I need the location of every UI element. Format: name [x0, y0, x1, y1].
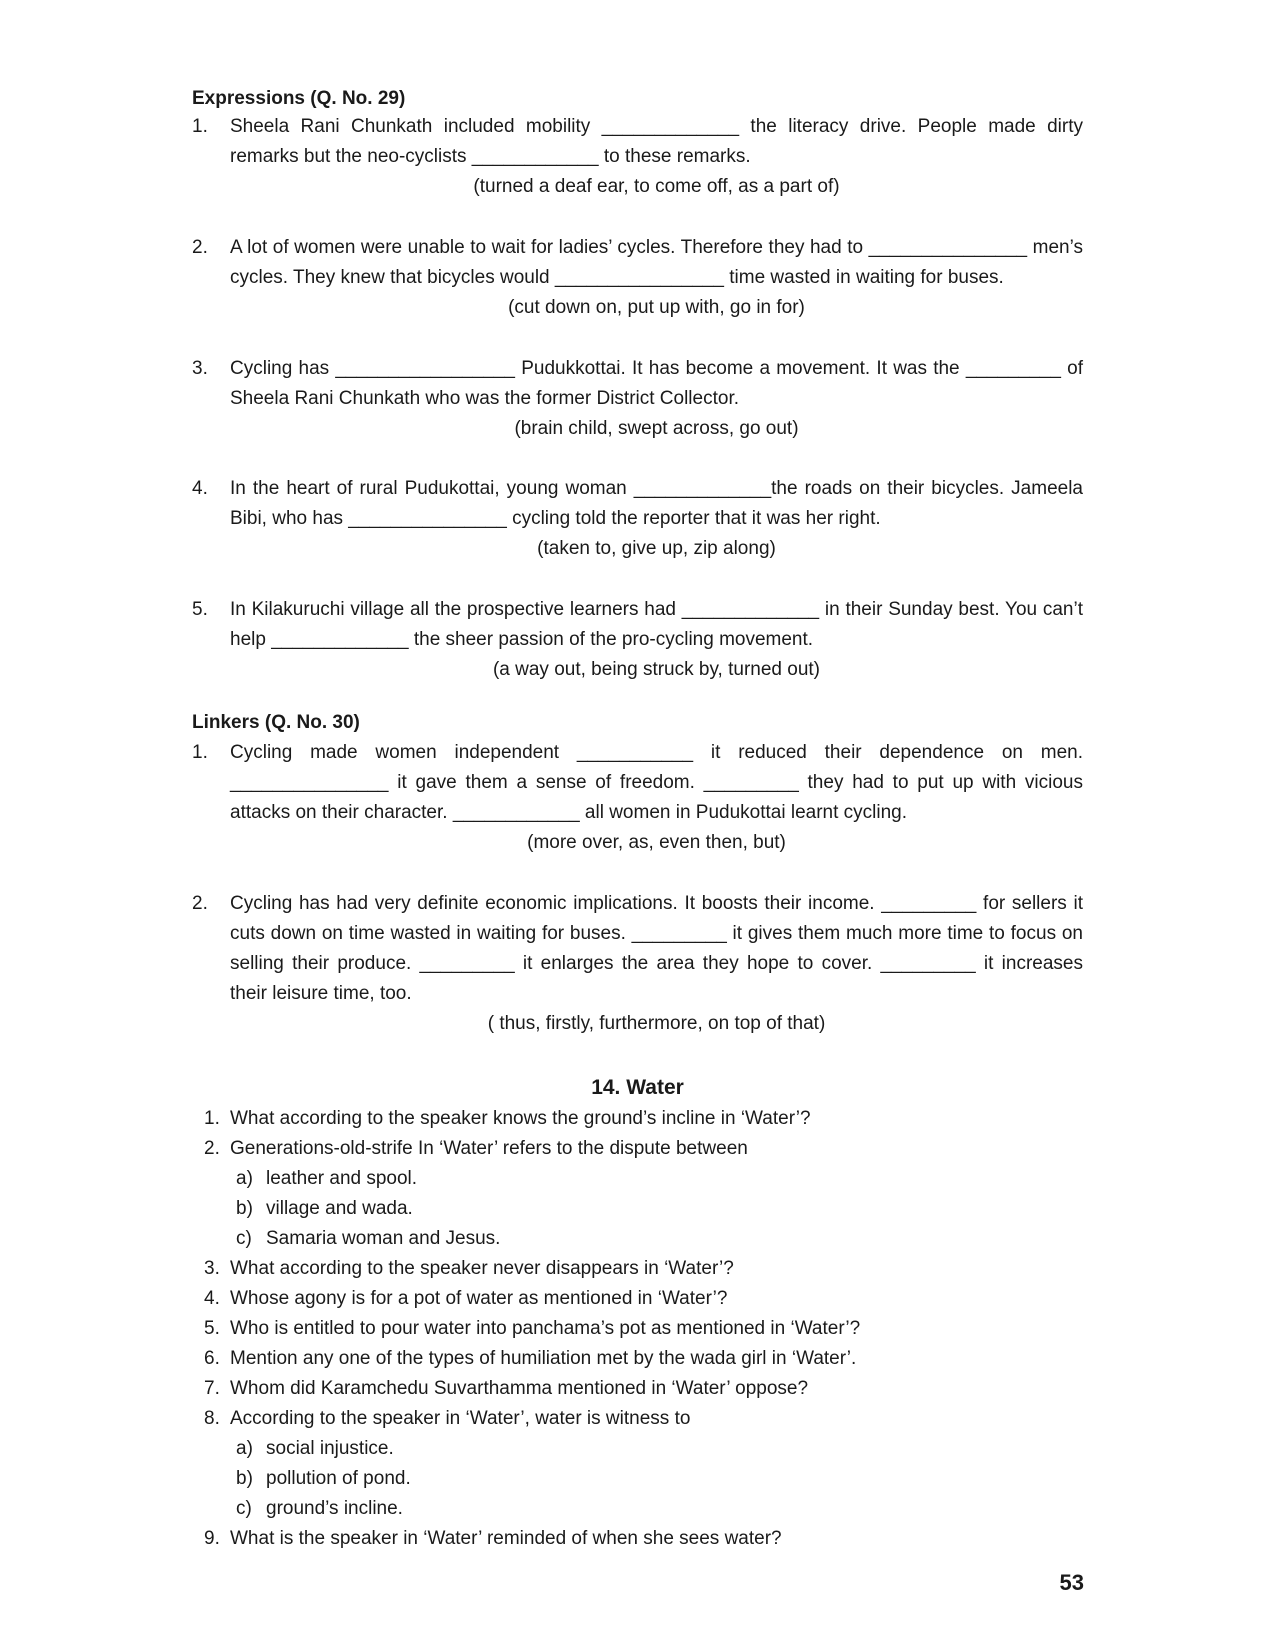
question-text: What is the speaker in ‘Water’ reminded of when she sees water? [230, 1528, 782, 1549]
expression-item-number: 4. [192, 478, 208, 499]
question-number: 4. [204, 1288, 220, 1309]
option-text: village and wada. [266, 1198, 413, 1219]
expression-item-text: A lot of women were unable to wait for ladies’ cycles. Therefore they had to _______________ men’s cycles. They knew that bicycles would ________________ time wasted in waiting for buses. [230, 237, 1083, 288]
expression-item-number: 2. [192, 237, 208, 258]
option-marker: a) [236, 1168, 253, 1189]
option-marker: c) [236, 1498, 252, 1519]
option-marker: b) [236, 1198, 253, 1219]
question-number: 7. [204, 1378, 220, 1399]
question-text: Who is entitled to pour water into panchama’s pot as mentioned in ‘Water’? [230, 1318, 861, 1339]
question-number: 9. [204, 1528, 220, 1549]
question-number: 6. [204, 1348, 220, 1369]
linker-item-options: ( thus, firstly, furthermore, on top of that) [487, 1013, 826, 1034]
linker-item-number: 2. [192, 893, 208, 914]
question-number: 5. [204, 1318, 220, 1339]
expression-item-options: (taken to, give up, zip along) [537, 538, 776, 559]
question-text: Generations-old-strife In ‘Water’ refers to the dispute between [230, 1138, 748, 1159]
option-text: ground’s incline. [266, 1498, 403, 1519]
option-marker: b) [236, 1468, 253, 1489]
expression-item-text: Sheela Rani Chunkath included mobility _____________ the literacy drive. People made dirty remarks but the neo-cyclists ____________ to these remarks. [230, 116, 1083, 167]
water-section-title: 14. Water [591, 1076, 684, 1099]
option-text: pollution of pond. [266, 1468, 411, 1489]
linker-item-options: (more over, as, even then, but) [527, 832, 786, 853]
expression-item-text: Cycling has _________________ Pudukkottai. It has become a movement. It was the _________ of Sheela Rani Chunkath who was the former District Collector. [230, 358, 1083, 409]
expression-item-options: (turned a deaf ear, to come off, as a part of) [473, 176, 840, 197]
expression-item-text: In Kilakuruchi village all the prospective learners had _____________ in their Sunday best. You can’t help _____________ the sheer passion of the pro-cycling movement. [230, 599, 1083, 650]
page-number: 53 [1059, 1570, 1084, 1595]
expression-item-number: 5. [192, 599, 208, 620]
linker-item-number: 1. [192, 742, 208, 763]
question-text: Mention any one of the types of humiliation met by the wada girl in ‘Water’. [230, 1348, 857, 1369]
option-text: leather and spool. [266, 1168, 418, 1189]
question-number: 1. [204, 1108, 220, 1129]
expression-item-options: (a way out, being struck by, turned out) [492, 659, 821, 680]
linker-item-text: Cycling made women independent ___________ it reduced their dependence on men. _______________ it gave them a sense of freedom. _________ they had to put up with vicious attacks on their character. ____________ all women in Pudukottai learnt cycling. [230, 742, 1083, 823]
expression-item-number: 3. [192, 358, 208, 379]
question-text: What according to the speaker never disappears in ‘Water’? [230, 1258, 734, 1279]
expression-item-options: (cut down on, put up with, go in for) [508, 297, 805, 318]
expression-item-text: In the heart of rural Pudukottai, young woman _____________the roads on their bicycles. Jameela Bibi, who has _______________ cycling told the reporter that it was her right. [230, 478, 1083, 529]
option-text: social injustice. [266, 1438, 394, 1459]
option-text: Samaria woman and Jesus. [266, 1228, 501, 1249]
question-text: According to the speaker in ‘Water’, water is witness to [230, 1408, 691, 1429]
option-marker: c) [236, 1228, 252, 1249]
linkers-heading: Linkers (Q. No. 30) [192, 712, 360, 733]
linker-item-text: Cycling has had very definite economic implications. It boosts their income. _________ for sellers it cuts down on time wasted in waiting for buses. _________ it gives them much more time to focus on selling their produce. _________ it enlarges the area they hope to cover. _________ it increases their leisure time, too. [230, 893, 1083, 1004]
question-number: 2. [204, 1138, 220, 1159]
expressions-heading: Expressions (Q. No. 29) [192, 88, 406, 109]
question-text: Whom did Karamchedu Suvarthamma mentioned in ‘Water’ oppose? [230, 1378, 809, 1399]
question-number: 8. [204, 1408, 220, 1429]
question-number: 3. [204, 1258, 220, 1279]
expression-item-number: 1. [192, 116, 208, 137]
question-text: What according to the speaker knows the ground’s incline in ‘Water’? [230, 1108, 811, 1129]
question-text: Whose agony is for a pot of water as mentioned in ‘Water’? [230, 1288, 728, 1309]
option-marker: a) [236, 1438, 253, 1459]
expression-item-options: (brain child, swept across, go out) [514, 418, 799, 439]
